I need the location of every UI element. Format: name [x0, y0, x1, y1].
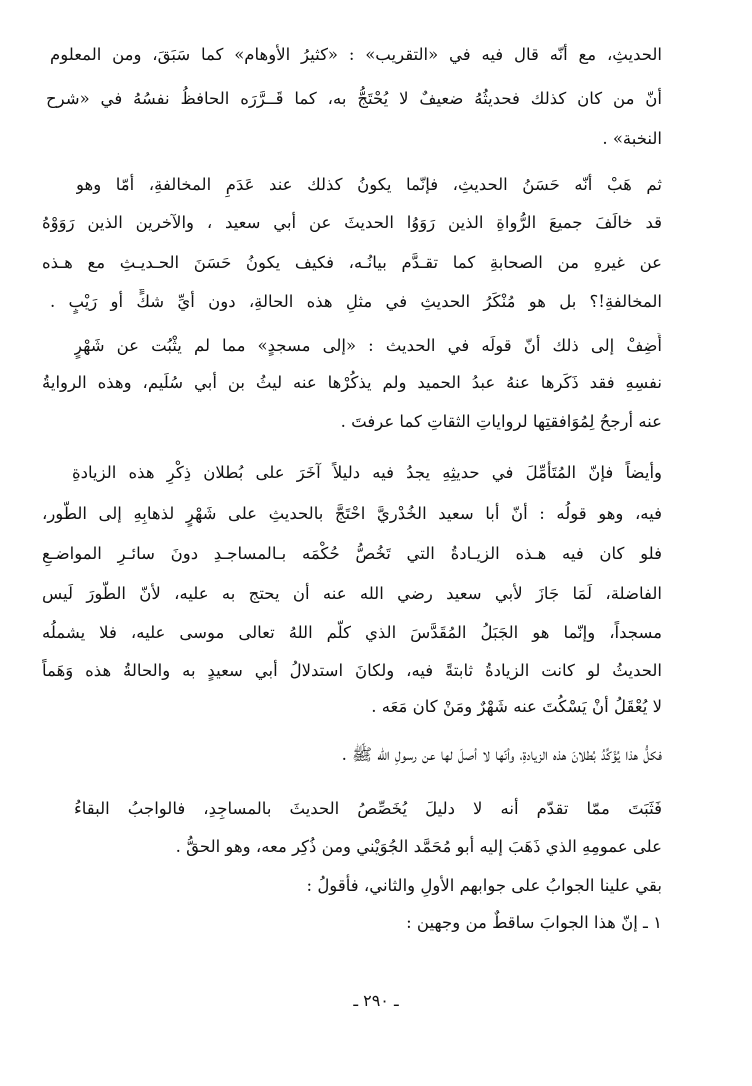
paragraph-1-line-2: أنّ من كان كذلك فحديثُهُ ضعيفٌ لا يُحْتَجُّ به، كما قَــرَّرَه الحافظُ نفسُهُ في «شرح: [46, 89, 662, 108]
paragraph-2-line-2: قد خالَفَ جميعَ الرُّواةِ الذين رَوَوُا الحديثَ عن أبي سعيد ، والآخرين الذين رَوَوْهُ: [42, 213, 662, 232]
paragraph-4-line-4: الفاضلة، لَمَا جَازَ لأبي سعيد رضي الله عنه أن يحتج به عليه، لأنّ الطُّورَ لَيس: [42, 584, 662, 603]
paragraph-4-line-2: فيه، وهو قولُه : أنّ أبا سعيد الخُدْريَّ احْتَجَّ بالحديثِ على شَهْرٍ لذهابِهِ إلى الطُّور،: [42, 504, 662, 523]
paragraph-7-line-1: بقي علينا الجوابُ على جوابهم الأولِ والثاني، فأقولُ :: [306, 876, 662, 895]
paragraph-1-line-1: الحديثِ، مع أنّه قال فيه في «التقريب» : «كثيرُ الأوهام» كما سَبَقَ، ومن المعلوم: [50, 45, 662, 64]
paragraph-4-line-1: وأيضاً فإنّ المُتَأَمِّلَ في حديثِهِ يجدُ فيه دليلاً آخَرَ على بُطلان ذِكْرِ هذه الزيادةِ: [72, 463, 662, 482]
paragraph-6-line-1: فَثَبَتَ ممّا تقدّم أنه لا دليلَ يُخَصِّصُ الحديثَ بالمساجِدِ، فالواجبُ البقاءُ: [74, 799, 662, 818]
paragraph-4-line-7: لا يُعْقَلُ أنْ يَسْكُتَ عنه شَهْرٌ ومَنْ كان مَعَه .: [371, 697, 662, 716]
paragraph-4-line-6: الحديثُ لو كانت الزيادةُ ثابتةً فيه، ولكانَ استدلالُ أبي سعيدٍ به والحالةُ هذه وَهَماً: [42, 661, 662, 680]
paragraph-1-line-3: النخبة» .: [602, 129, 662, 148]
paragraph-3-line-3: عنه أرجحُ لِمُوَافقتِها لرواياتِ الثقاتِ كما عرفتَ .: [340, 412, 662, 431]
paragraph-3-line-2: نفسِهِ فقد ذَكَرها عنهُ عبدُ الحميد ولم يذكُرْها عنه ليثُ بن أبي سُلَيم، وهذه الروايةُ: [42, 373, 662, 392]
paragraph-6-line-2: على عمومِهِ الذي ذَهَبَ إليه أبو مُحَمَّد الجُوَيْني ومن ذُكِر معه، وهو الحقُّ .: [175, 837, 662, 856]
paragraph-8-line-1: ١ ـ إنّ هذا الجوابَ ساقطٌ من وجهين :: [406, 913, 662, 932]
paragraph-4-line-5: مسجداً، وإنّما هو الجَبَلُ المُقَدَّسَ الذي كلَّم اللهُ تعالى موسى عليه، فلا يشملُه: [42, 623, 662, 642]
paragraph-5-line-1: فكلُّ هذا يُؤَكِّدُ بُطلانَ هذه الزيادةِ، وأنّها لا أصلَ لها عن رسولِ الله ﷺ .: [341, 745, 662, 764]
paragraph-3-line-1: أَضِفْ إلى ذلك أنّ قولَه في الحديث : «إلى مسجدٍ» مما لم يثْبُت عن شَهْرٍ: [74, 336, 662, 355]
paragraph-4-line-3: فلو كان فيه هـذه الزيـادةُ التي تَخُصُّ حُكْمَه بـالمساجـدِ دونَ سائـرِ المواضـعِ: [42, 544, 662, 563]
paragraph-2-line-4: المخالفةِ!؟ بل هو مُنْكَرُ الحديثِ في مثلِ هذه الحالةِ، دون أيِّ شكٍّ أو رَيْبٍ .: [50, 292, 662, 311]
page-number: ـ ٢٩٠ ـ: [353, 991, 399, 1010]
paragraph-2-line-3: عن غيرهِ من الصحابةِ كما تقـدَّم بيانُـه، فكيف يكونُ حَسَنَ الحـديـثِ مع هـذه: [42, 253, 662, 272]
paragraph-2-line-1: ثم هَبْ أنّه حَسَنُ الحديثِ، فإنّما يكونُ كذلك عند عَدَمِ المخالفةِ، أمّا وهو: [76, 175, 662, 194]
